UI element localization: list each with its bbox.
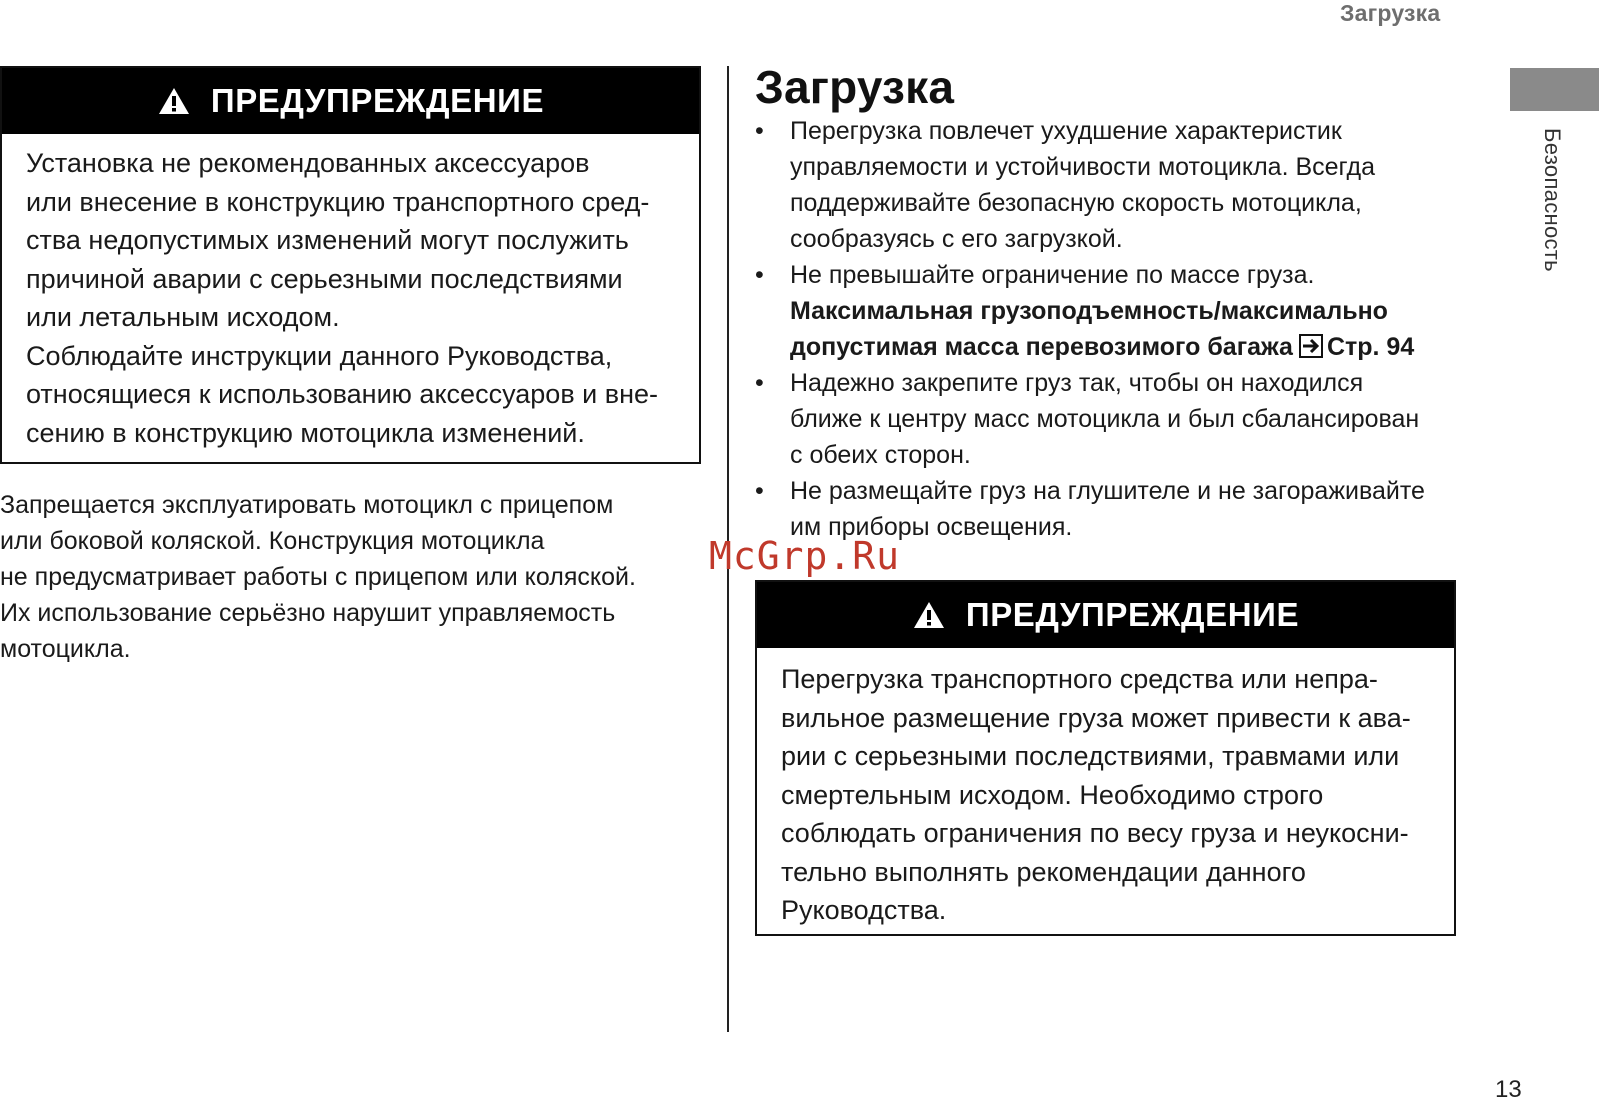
section-tab-marker bbox=[1510, 68, 1599, 111]
warning-box-overload bbox=[755, 580, 1456, 936]
bullet-text: Надежно закрепите груз так, чтобы он находился ближе к центру масс мотоцикла и был сбалансирован с обеих сторон. bbox=[790, 369, 1420, 469]
bullet-icon: • bbox=[755, 477, 764, 505]
bullet-text: Не превышайте ограничение по массе груза. bbox=[790, 261, 1315, 289]
warning-title: ПРЕДУПРЕЖДЕНИЕ bbox=[965, 596, 1300, 633]
list-item bbox=[755, 257, 1475, 365]
warning-header bbox=[757, 582, 1454, 648]
bullet-icon: • bbox=[755, 369, 764, 397]
warning-triangle-icon bbox=[157, 86, 191, 116]
list-item bbox=[755, 113, 1475, 257]
warning-body bbox=[757, 648, 1454, 930]
running-header-title: Загрузка bbox=[1340, 0, 1441, 26]
bullet-text: Не размещайте груз на глушителе и не загораживайте им приборы освещения. bbox=[790, 477, 1425, 541]
warning-paragraph: Соблюдайте инструкции данного Руководства, относящиеся к использованию аксессуаров и вне- сению в конструкцию мотоцикла изменений. bbox=[26, 340, 659, 448]
list-item bbox=[755, 365, 1475, 473]
trailer-prohibition-text: Запрещается эксплуатировать мотоцикл с прицепом или боковой коляской. Конструкция мотоцикла не предусматривает работы с прицепом или коляской. Их использование серьёзно нарушит управляемость мотоцикла. bbox=[0, 491, 636, 663]
warning-body bbox=[2, 134, 699, 452]
bullet-icon: • bbox=[755, 261, 764, 289]
page-reference-arrow-icon bbox=[1299, 334, 1323, 358]
section-title: Загрузка bbox=[755, 61, 955, 113]
warning-paragraph: Установка не рекомендованных аксессуаров или внесение в конструкцию транспортного сред- ства недопустимых изменений могут послужить причиной аварии с серьезными последствиями или летальным исходом. bbox=[26, 148, 650, 332]
watermark: McGrp.Ru bbox=[709, 534, 901, 578]
warning-paragraph: Перегрузка транспортного средства или непра- вильное размещение груза может привести к ава- рии с серьезными последствиями, травмами или смертельным исходом. Необходимо строго соблюдать ограничения по весу груза и неукосни- тельно выполнять рекомендации данного Руководства. bbox=[781, 664, 1411, 925]
loading-bullet-list bbox=[755, 113, 1475, 545]
bullet-text: Перегрузка повлечет ухудшение характеристик управляемости и устойчивости мотоцикла. Всегда поддерживайте безопасную скорость мотоцикла, сообразуясь с его загрузкой. bbox=[790, 117, 1376, 253]
bold-text: Максимальная грузоподъемность/максимально допустимая масса перевозимого багажа bbox=[790, 297, 1388, 361]
section-tab-label: Безопасность bbox=[1540, 128, 1565, 272]
warning-triangle-icon bbox=[912, 600, 946, 630]
warning-title: ПРЕДУПРЕЖДЕНИЕ bbox=[210, 82, 545, 119]
page-number: 13 bbox=[1495, 1076, 1522, 1103]
bullet-icon: • bbox=[755, 117, 764, 145]
warning-header bbox=[2, 68, 699, 134]
page-reference-link[interactable]: Стр. 94 bbox=[1326, 333, 1415, 361]
warning-box-accessories bbox=[0, 66, 701, 464]
